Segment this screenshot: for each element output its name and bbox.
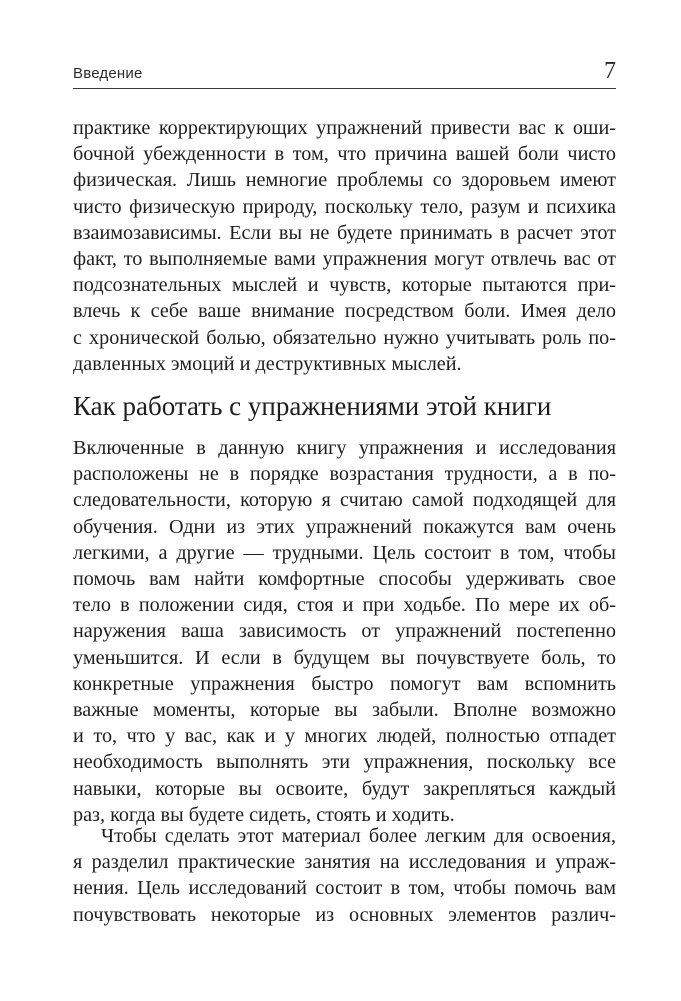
text-line: чисто физическую природу, поскольку тело, разум и психика bbox=[73, 195, 616, 218]
text-line: факт, то выполняемые вами упражнения могут отвлечь вас от bbox=[73, 248, 616, 271]
text-line: бочной убежденности в том, что причина вашей боли чисто bbox=[73, 143, 616, 166]
text-line: влечь к себе ваше внимание посредством боли. Имея дело bbox=[73, 300, 616, 323]
text-line: подсознательных мыслей и чувств, которые пытаются при- bbox=[73, 274, 616, 297]
text-line: обучения. Одни из этих упражнений покажутся вам очень bbox=[73, 515, 616, 538]
text-line: важные моменты, которые вы забыли. Вполне возможно bbox=[73, 699, 616, 722]
text-line: взаимозависимы. Если вы не будете принимать в расчет этот bbox=[73, 221, 616, 244]
text-line: наружения ваша зависимость от упражнений постепенно bbox=[73, 620, 616, 643]
text-line: тело в положении сидя, стоя и при ходьбе. По мере их об- bbox=[73, 594, 616, 617]
paragraph-2 bbox=[73, 435, 616, 828]
text-line: почувствовать некоторые из основных элементов различ- bbox=[73, 903, 616, 926]
text-line: следовательности, которую я считаю самой подходящей для bbox=[73, 489, 616, 512]
section-label: Введение bbox=[73, 65, 143, 82]
text-line: уменьшится. И если в будущем вы почувствуете боль, то bbox=[73, 646, 616, 669]
text-line: помочь вам найти комфортные способы удерживать свое bbox=[73, 568, 616, 591]
text-line: Включенные в данную книгу упражнения и исследования bbox=[73, 437, 616, 459]
header-rule bbox=[73, 88, 616, 89]
text-line: физическая. Лишь немногие проблемы со здоровьем имеют bbox=[73, 169, 616, 192]
page-number: 7 bbox=[604, 58, 616, 84]
paragraph-1 bbox=[73, 115, 616, 377]
text-line: нения. Цель исследований состоит в том, чтобы помочь вам bbox=[73, 877, 616, 900]
text-line: давленных эмоций и деструктивных мыслей. bbox=[73, 352, 462, 375]
text-line: необходимость выполнять эти упражнения, поскольку все bbox=[73, 751, 616, 774]
text-line: с хронической болью, обязательно нужно учитывать роль по- bbox=[73, 326, 616, 349]
text-line: легкими, а другие — трудными. Цель состоит в том, чтобы bbox=[73, 541, 616, 564]
section-heading: Как работать с упражнениями этой книги bbox=[73, 391, 552, 421]
text-line: я разделил практические занятия на исследования и упраж- bbox=[73, 851, 616, 874]
text-line: раз, когда вы будете сидеть, стоять и ходить. bbox=[73, 803, 455, 826]
running-head bbox=[73, 58, 616, 88]
text-line: Чтобы сделать этот материал более легким для освоения, bbox=[101, 825, 616, 847]
text-line: расположены не в порядке возрастания трудности, а в по- bbox=[73, 463, 616, 486]
text-line: навыки, которые вы освоите, будут закрепляться каждый bbox=[73, 777, 616, 800]
text-line: практике корректирующих упражнений привести вас к оши- bbox=[73, 117, 616, 139]
text-line: и то, что у вас, как и у многих людей, полностью отпадет bbox=[73, 725, 616, 748]
text-line: конкретные упражнения быстро помогут вам вспомнить bbox=[73, 672, 616, 695]
paragraph-3 bbox=[73, 823, 616, 928]
